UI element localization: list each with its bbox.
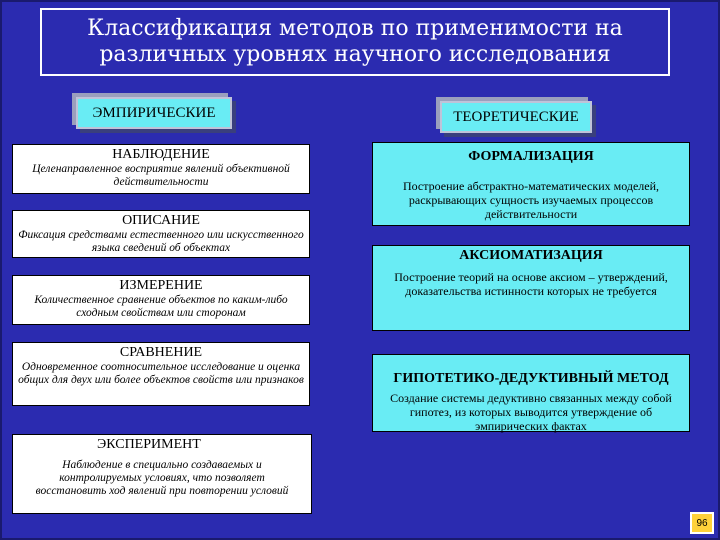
method-description: Одновременное соотносительное исследование и оценка общих для двух или более объектов свойств или признаков [18,361,304,386]
slide-title [40,8,670,76]
method-description: Фиксация средствами естественного или искусственного языка сведений об объектах [18,229,304,254]
method-description: Количественное сравнение объектов по каким-либо сходным свойствам или сторонам [34,294,288,319]
method-title: ГИПОТЕТИКО-ДЕДУКТИВНЫЙ МЕТОД [393,371,669,386]
method-description: Построение абстрактно-математических моделей, раскрывающих сущность изучаемых процессов действительности [402,179,660,221]
page-number-badge: 96 [690,512,714,534]
method-title: АКСИОМАТИЗАЦИЯ [459,248,603,263]
method-formalization [372,142,690,226]
method-comparison [12,342,310,406]
method-measurement [12,275,310,325]
empirical-header: ЭМПИРИЧЕСКИЕ [76,97,232,129]
title-line-1: Классификация методов по применимости на [87,16,623,41]
method-title: НАБЛЮДЕНИЕ [112,147,210,162]
method-description-box [12,210,310,258]
method-description: Наблюдение в специально создаваемых и контролируемых условиях, что позволяет восстановить ход явлений при повторении условий [35,459,289,497]
title-line-2: различных уровнях научного исследования [99,42,611,67]
method-title: ФОРМАЛИЗАЦИЯ [468,149,594,164]
method-title: ИЗМЕРЕНИЕ [119,278,203,293]
method-hypothetico-deductive [372,354,690,432]
method-axiomatization [372,245,690,331]
method-observation [12,144,310,194]
method-title: СРАВНЕНИЕ [119,345,203,360]
method-description: Создание системы дедуктивно связанных между собой гипотез, из которых выводится утверждение об эмпирических фактах [390,391,672,433]
method-title: ОПИСАНИЕ [122,213,200,228]
method-description: Построение теорий на основе аксиом – утверждений, доказательства истинности которых не требуется [394,270,668,298]
method-title: ЭКСПЕРИМЕНТ [97,437,201,452]
method-experiment [12,434,312,514]
method-description: Целенаправленное восприятие явлений объективной действительности [32,163,290,188]
theoretical-header: ТЕОРЕТИЧЕСКИЕ [440,101,592,133]
